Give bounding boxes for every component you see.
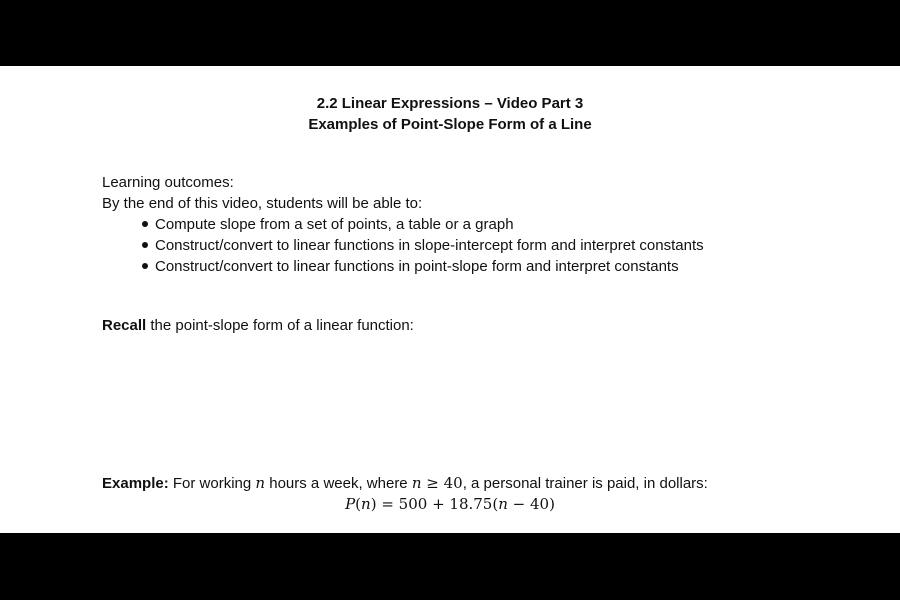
recall-text: the point-slope form of a linear function: [146, 317, 414, 334]
outcome-text: Compute slope from a set of points, a table or a graph [155, 216, 514, 233]
formula-open-paren: ( [355, 495, 362, 513]
formula-rhs-2: − 40) [507, 495, 555, 513]
recall-paragraph [102, 315, 414, 336]
pay-formula [0, 493, 900, 515]
title-line-2: Examples of Point-Slope Form of a Line [308, 116, 592, 133]
list-item [102, 256, 704, 277]
outcomes-intro: By the end of this video, students will be able to: [102, 195, 423, 212]
bullet-icon [142, 242, 148, 248]
example-text-2: hours a week, where [265, 475, 412, 492]
letterbox-bottom [0, 533, 900, 600]
learning-outcomes [102, 172, 704, 277]
variable-n: n [411, 474, 422, 492]
document-page [0, 66, 900, 533]
bullet-icon [142, 263, 148, 269]
list-item [102, 235, 704, 256]
letterbox-top [0, 0, 900, 66]
inequality: ≥ 40 [421, 474, 463, 492]
page-title [0, 93, 900, 135]
outcomes-list [102, 214, 704, 277]
outcomes-heading: Learning outcomes: [102, 174, 234, 191]
example-paragraph [102, 473, 708, 494]
recall-label: Recall [102, 317, 147, 334]
title-line-1: 2.2 Linear Expressions – Video Part 3 [316, 95, 584, 112]
formula-close-paren: ) [370, 495, 377, 513]
example-label: Example: [102, 475, 169, 492]
formula-rhs-1: = 500 + 18.75( [376, 495, 499, 513]
example-text-3: , a personal trainer is paid, in dollars: [462, 475, 708, 492]
outcome-text: Construct/convert to linear functions in slope-intercept form and interpret constants [155, 237, 704, 254]
bullet-icon [142, 221, 148, 227]
variable-n: n [255, 474, 266, 492]
formula-function: P [345, 495, 356, 513]
example-text-1: For working [168, 475, 256, 492]
list-item [102, 214, 704, 235]
formula-arg: n [361, 495, 371, 513]
formula-var: n [498, 495, 508, 513]
outcome-text: Construct/convert to linear functions in point-slope form and interpret constants [155, 258, 679, 275]
